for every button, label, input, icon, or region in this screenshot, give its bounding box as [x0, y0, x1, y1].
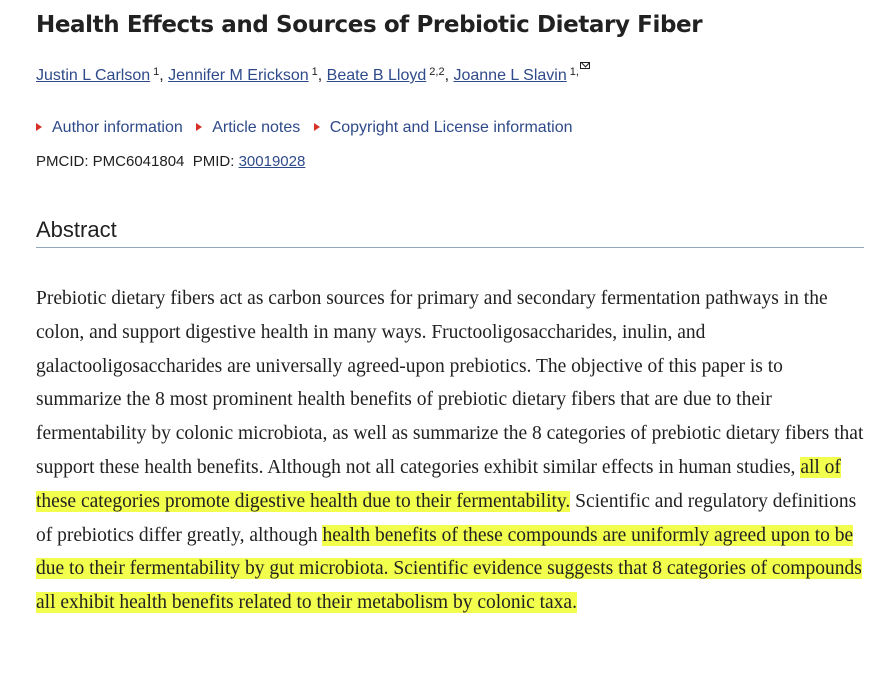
pmcid: PMCID: PMC6041804	[36, 153, 185, 170]
author-list	[36, 66, 590, 85]
author-affiliation: 1	[311, 66, 318, 78]
article-ids	[36, 153, 305, 170]
abstract-segment: Prebiotic dietary fibers act as carbon sources for primary and secondary fermentation pathways in the colon, and support digestive health in many ways. Fructooligosaccharides, inulin, and galactooligosaccharides are universally agreed-upon prebiotics. The objective of this paper is to summarize the 8 most prominent health benefits of prebiotic dietary fibers that are due to their fermentability by colonic microbiota, as well as summarize the 8 categories of prebiotic dietary fibers that support these health benefits. Although not all categories exhibit similar effects in human studies,	[36, 288, 864, 478]
copyright-label: Copyright and License information	[329, 119, 573, 136]
author-link[interactable]: Beate B Lloyd	[326, 67, 427, 84]
author-separator: ,	[159, 67, 169, 84]
abstract-segment: Scientific and regulatory definitions of prebiotics differ greatly, although	[36, 490, 857, 546]
pmid-label: PMID:	[192, 153, 235, 170]
author-affiliation: 1	[153, 66, 160, 78]
triangle-right-icon	[36, 123, 42, 131]
copyright-toggle[interactable]	[314, 119, 573, 137]
highlighted-text: health benefits of these compounds are uniformly agreed upon to be due to their fermentability by gut microbiota. Scientific evidence suggests that 8 categories of compounds all exhibit health benefits related to their metabolism by colonic taxa.	[36, 524, 862, 614]
author-separator: ,	[317, 67, 327, 84]
author-link[interactable]: Justin L Carlson	[36, 67, 151, 84]
abstract-heading: Abstract	[36, 217, 864, 248]
article-notes-label: Article notes	[212, 119, 301, 136]
pmid-link[interactable]: 30019028	[238, 153, 306, 170]
author-information-toggle[interactable]	[36, 119, 183, 137]
author-information-label: Author information	[52, 119, 183, 136]
mail-icon[interactable]	[580, 62, 590, 69]
highlighted-text: all of these categories promote digestive health due to their fermentability.	[36, 456, 841, 512]
article-notes-toggle[interactable]	[196, 119, 300, 137]
author-affiliation	[570, 66, 590, 78]
author-link[interactable]: Jennifer M Erickson	[168, 67, 309, 84]
author-separator: ,	[444, 67, 454, 84]
abstract-text	[36, 282, 864, 620]
article-title: Health Effects and Sources of Prebiotic Dietary Fiber	[36, 12, 703, 38]
triangle-right-icon	[196, 123, 202, 131]
triangle-right-icon	[314, 123, 320, 131]
author-affiliation-text: 1,	[569, 66, 579, 78]
author-link[interactable]: Joanne L Slavin	[453, 67, 567, 84]
article-info-links	[36, 119, 582, 137]
author-affiliation: 2,2	[429, 66, 445, 78]
